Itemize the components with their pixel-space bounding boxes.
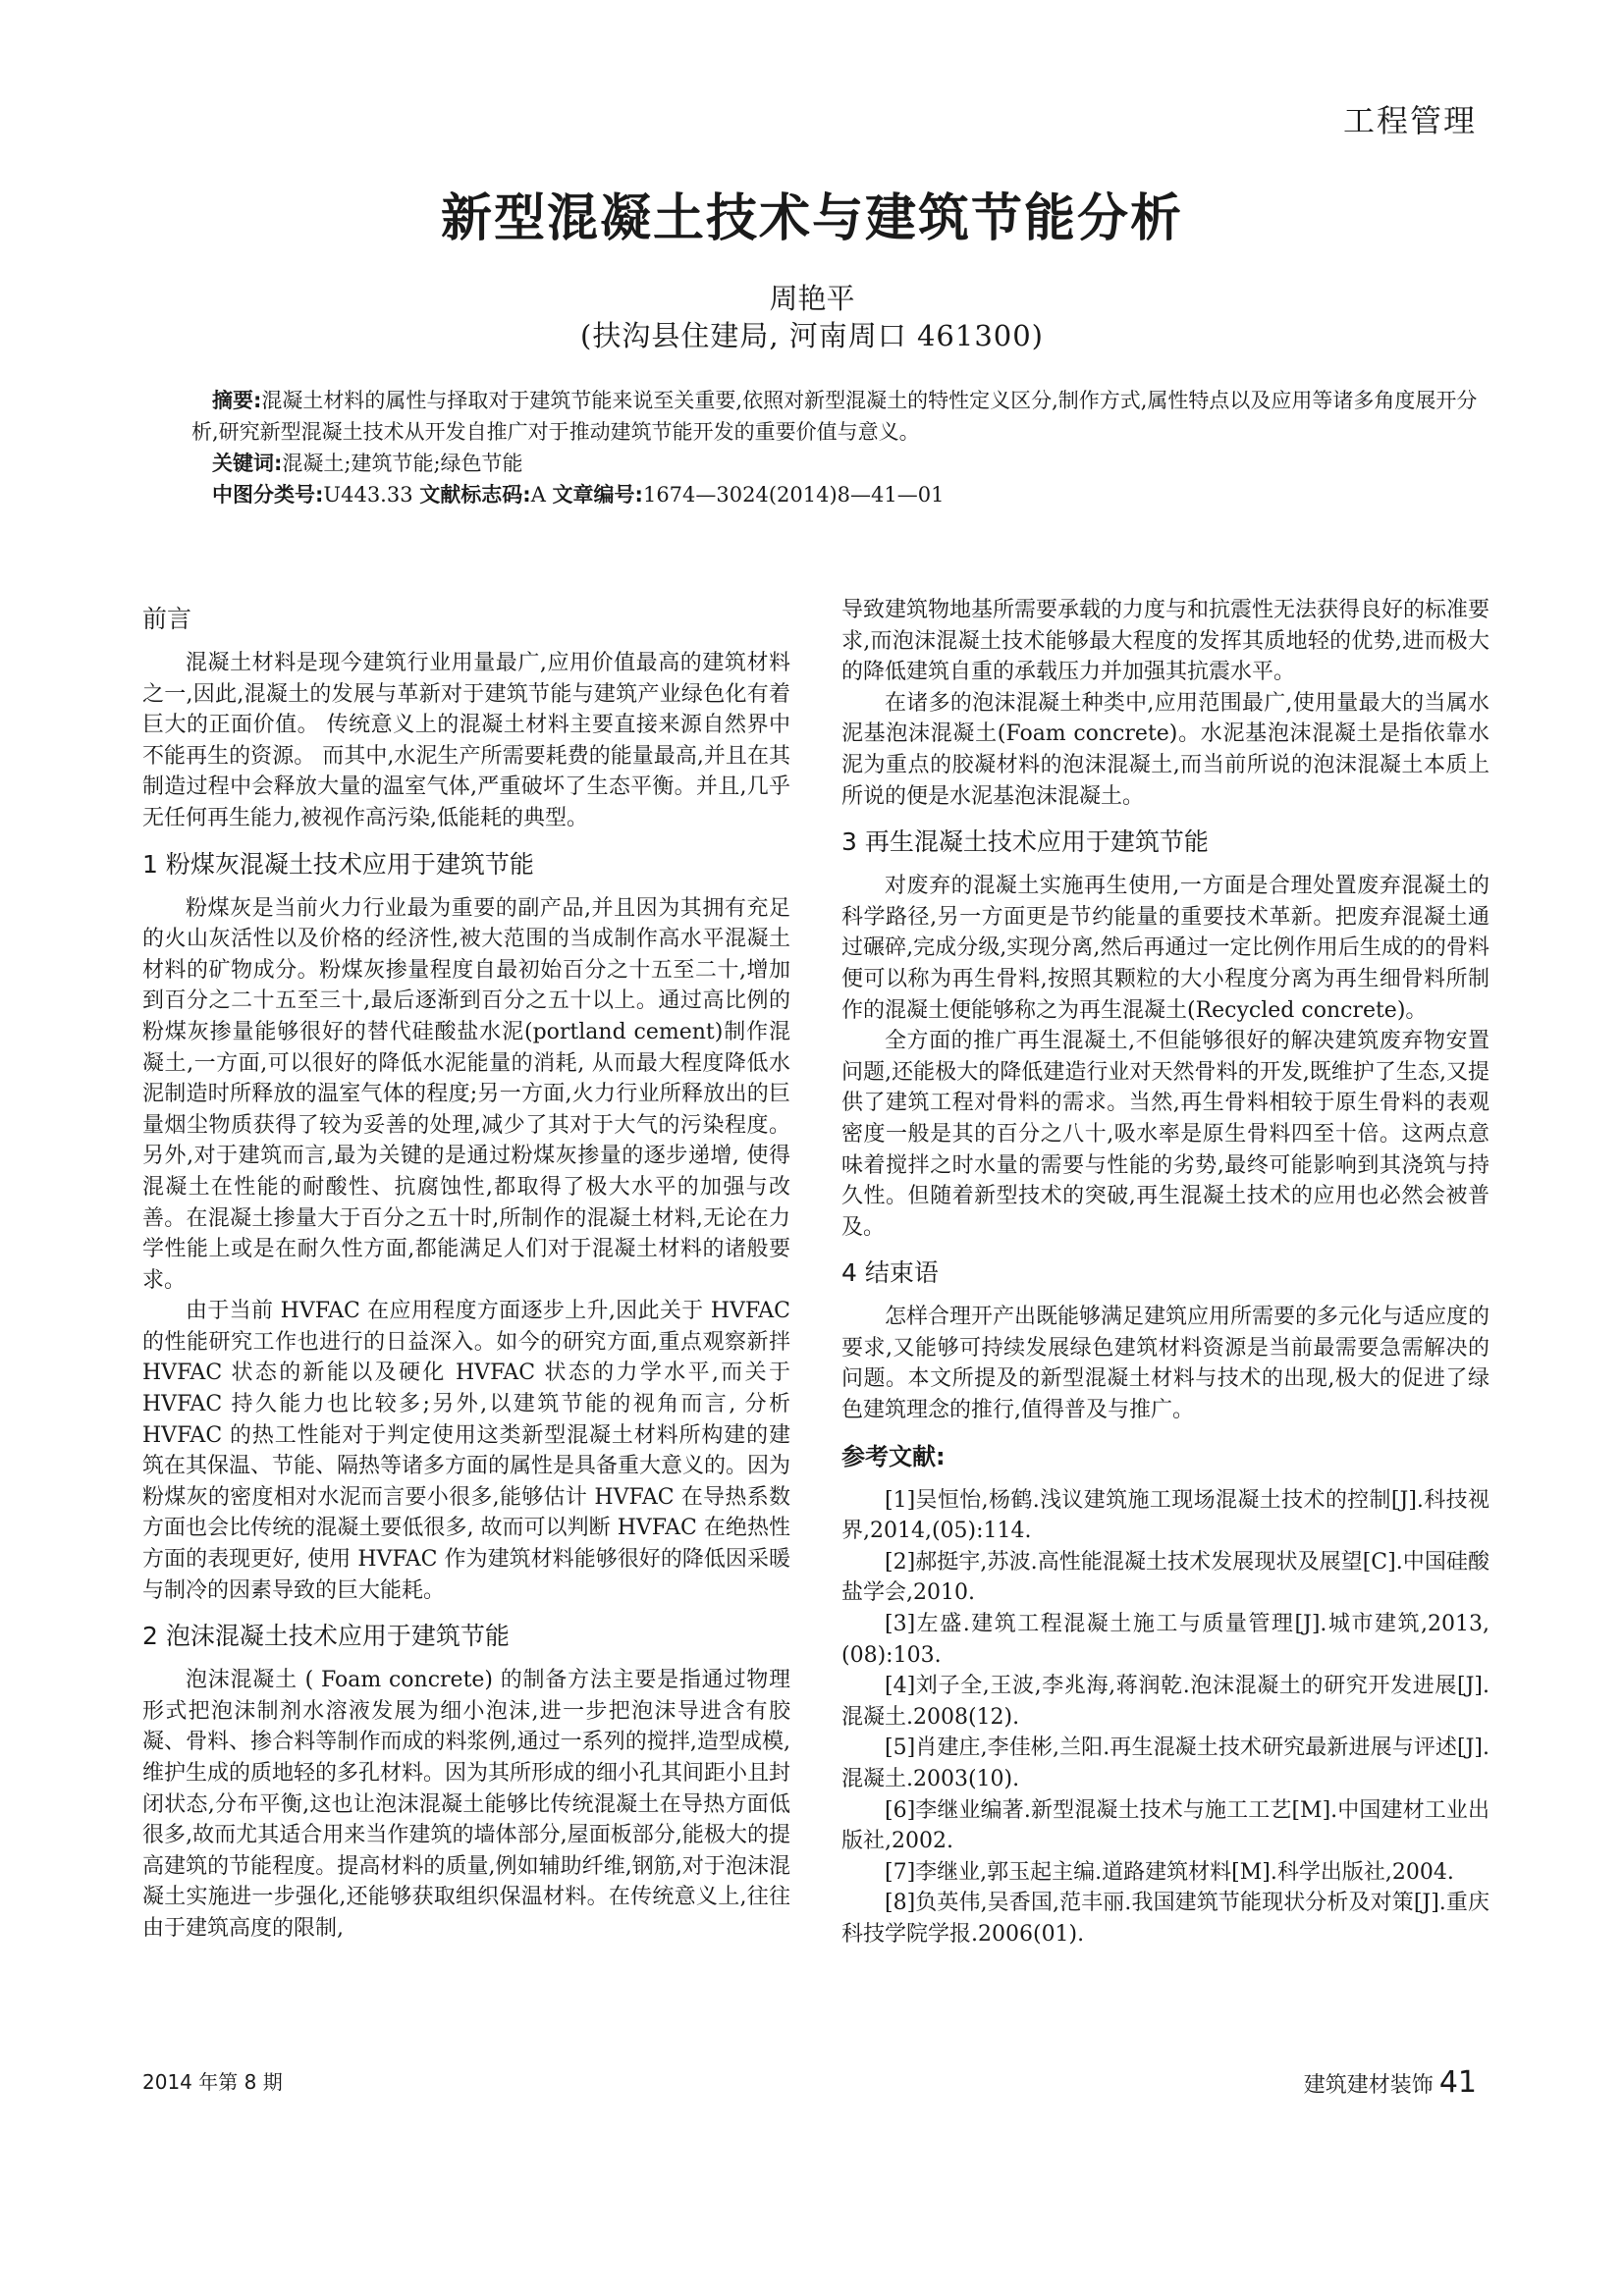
reference-item: [4]刘子全,王波,李兆海,蒋润乾.泡沫混凝土的研究开发进展[J].混凝土.2008(12). bbox=[841, 1674, 1489, 1730]
abstract bbox=[191, 385, 1488, 448]
keywords-label: 关键词: bbox=[212, 452, 283, 475]
reference-item: [1]吴恒怡,杨鹤.浅议建筑施工现场混凝土技术的控制[J].科技视界,2014,(05):114. bbox=[841, 1487, 1489, 1544]
reference-item: [8]负英伟,吴香国,范丰丽.我国建筑节能现状分析及对策[J].重庆科技学院学报.2006(01). bbox=[841, 1891, 1489, 1947]
section-tag: 工程管理 bbox=[1342, 102, 1477, 139]
article-number-label: 文章编号: bbox=[552, 483, 643, 507]
clc-value: U443.33 bbox=[323, 483, 413, 507]
paragraph: 在诸多的泡沫混凝土种类中,应用范围最广,使用量最大的当属水泥基泡沫混凝土(Foam concrete)。水泥基泡沫混凝土是指依靠水泥为重点的胶凝材料的泡沫混凝土,而当前所说的泡沫混凝土本质上所说的便是水泥基泡沫混凝土。 bbox=[841, 690, 1489, 809]
keywords-text: 混凝土;建筑节能;绿色节能 bbox=[282, 452, 523, 475]
paragraph: 泡沫混凝土 ( Foam concrete) 的制备方法主要是指通过物理形式把泡沫制剂水溶液发展为细小泡沫,进一步把泡沫导进含有胶凝、骨料、掺合料等制作而成的料浆例,通过一系列的搅拌,造型成模,维护生成的质地轻的多孔材料。因为其所形成的细小孔其间距小且封闭状态,分布平衡,这也让泡沫混凝土能够比传统混凝土在导热方面低很多,故而尤其适合用来当作建筑的墙体部分,屋面板部分,能极大的提高建筑的节能程度。提高材料的质量,例如辅助纤维,钢筋,对于泡沫混凝土实施进一步强化,还能够获取组织保温材料。在传统意义上,往往由于建筑高度的限制, bbox=[142, 1668, 791, 1941]
paragraph: 怎样合理开产出既能够满足建筑应用所需要的多元化与适应度的要求,又能够可持续发展绿色建筑材料资源是当前最需要急需解决的问题。本文所提及的新型混凝土材料与技术的出现,极大的促进了绿色建筑理念的推行,值得普及与推广。 bbox=[841, 1305, 1490, 1423]
clc-label: 中图分类号: bbox=[212, 483, 324, 507]
doc-code-value: A bbox=[530, 483, 546, 507]
classification bbox=[191, 479, 1488, 510]
reference-item: [2]郝挺宇,苏波.高性能混凝土技术发展现状及展望[C].中国硅酸盐学会,2010. bbox=[841, 1549, 1489, 1606]
abstract-text: 混凝土材料的属性与择取对于建筑节能来说至关重要,依照对新型混凝土的特性定义区分,制作方式,属性特点以及应用等诸多角度展开分析,研究新型混凝土技术从开发自推广对于推动建筑节能开发的重要价值与意义。 bbox=[191, 389, 1478, 444]
section-heading: 4 结束语 bbox=[841, 1258, 939, 1288]
reference-item: [7]李继业,郭玉起主编.道路建筑材料[M].科学出版社,2004. bbox=[885, 1859, 1454, 1885]
abstract-label: 摘要: bbox=[212, 389, 262, 412]
author: 周艳平 bbox=[769, 282, 855, 315]
paragraph: 对废弃的混凝土实施再生使用,一方面是合理处置废弃混凝土的科学路径,另一方面更是节约能量的重要技术革新。把废弃混凝土通过碾碎,完成分级,实现分离,然后再通过一定比例作用后生成的的骨料便可以称为再生骨料,按照其颗粒的大小程度分离为再生细骨料所制作的混凝土便能够称之为再生混凝土(Recycled concrete)。 bbox=[841, 874, 1489, 1023]
paragraph: 由于当前 HVFAC 在应用程度方面逐步上升,因此关于 HVFAC 的性能研究工作也进行的日益深入。如今的研究方面,重点观察新拌 HVFAC 状态的新能以及硬化 HVFAC 状态的力学水平,而关于 HVFAC 持久能力也比较多;另外,以建筑节能的视角而言, 分析 HVFAC 的热工性能对于判定使用这类新型混凝土材料所构建的建筑在其保温、节能、隔热等诸多方面的属性是具备重大意义的。因为粉煤灰的密度相对水泥而言要小很多,能够估计 HVFAC 在导热系数方面也会比传统的混凝土要低很多, 故而可以判断 HVFAC 在绝热性方面的表现更好, 使用 HVFAC 作为建筑材料能够很好的降低因采暖与制冷的因素导致的巨大能耗。 bbox=[142, 1299, 791, 1603]
article-meta bbox=[191, 385, 1488, 510]
reference-item: [6]李继业编著.新型混凝土技术与施工工艺[M].中国建材工业出版社,2002. bbox=[841, 1797, 1489, 1854]
paragraph: 混凝土材料是现今建筑行业用量最广,应用价值最高的建筑材料之一,因此,混凝土的发展与革新对于建筑节能与建筑产业绿色化有着巨大的正面价值。 传统意义上的混凝土材料主要直接来源自然界中不能再生的资源。 而其中,水泥生产所需要耗费的能量最高,并且在其制造过程中会释放大量的温室气体,严重破坏了生态平衡。并且,几乎无任何再生能力,被视作高污染,低能耗的典型。 bbox=[142, 651, 790, 830]
journal-footer bbox=[1304, 2065, 1477, 2100]
references-heading: 参考文献: bbox=[841, 1442, 946, 1470]
doc-code-label: 文献标志码: bbox=[419, 483, 531, 507]
right-column bbox=[841, 595, 1489, 1950]
paragraph: 粉煤灰是当前火力行业最为重要的副产品,并且因为其拥有充足的火山灰活性以及价格的经济性,被大范围的当成制作高水平混凝土材料的矿物成分。粉煤灰掺量程度自最初始百分之十五至二十,增加到百分之二十五至三十,最后逐渐到百分之五十以上。通过高比例的粉煤灰掺量能够很好的替代硅酸盐水泥(portland cement)制作混凝土,一方面,可以很好的降低水泥能量的消耗, 从而最大程度降低水泥制造时所释放的温室气体的程度;另一方面,火力行业所释放出的巨量烟尘物质获得了较为妥善的处理,减少了其对于大气的污染程度。另外,对于建筑而言,最为关键的是通过粉煤灰掺量的逐步递增, 使得混凝土在性能的耐酸性、抗腐蚀性,都取得了极大水平的加强与改善。在混凝土掺量大于百分之五十时,所制作的混凝土材料,无论在力学性能上或是在耐久性方面,都能满足人们对于混凝土材料的诸般要求。 bbox=[142, 895, 790, 1293]
reference-item: [5]肖建庄,李佳彬,兰阳.再生混凝土技术研究最新进展与评述[J].混凝土.2003(10). bbox=[841, 1735, 1489, 1791]
page-number: 41 bbox=[1438, 2065, 1477, 2100]
section-heading: 2 泡沫混凝土技术应用于建筑节能 bbox=[142, 1622, 510, 1651]
paragraph: 全方面的推广再生混凝土,不但能够很好的解决建筑废弃物安置问题,还能极大的降低建造行业对天然骨料的开发,既维护了生态,又提供了建筑工程对骨料的需求。当然,再生骨料相较于原生骨料的表观密度一般是其的百分之八十,吸水率是原生骨料四至十倍。这两点意味着搅拌之时水量的需要与性能的劣势,最终可能影响到其浇筑与持久性。但随着新型技术的突破,再生混凝土技术的应用也必然会被普及。 bbox=[841, 1029, 1489, 1240]
issue-info: 2014 年第 8 期 bbox=[142, 2070, 283, 2094]
reference-item: [3]左盛.建筑工程混凝土施工与质量管理[J].城市建筑,2013,(08):103. bbox=[841, 1612, 1489, 1668]
section-heading: 前言 bbox=[142, 605, 192, 633]
section-heading: 1 粉煤灰混凝土技术应用于建筑节能 bbox=[142, 849, 534, 879]
section-heading: 3 再生混凝土技术应用于建筑节能 bbox=[841, 828, 1209, 857]
affiliation: (扶沟县住建局, 河南周口 461300) bbox=[580, 319, 1044, 352]
keywords bbox=[191, 448, 1488, 479]
article-number-value: 1674—3024(2014)8—41—01 bbox=[642, 483, 945, 507]
left-column bbox=[142, 589, 790, 1945]
paragraph: 导致建筑物地基所需要承载的力度与和抗震性无法获得良好的标准要求,而泡沫混凝土技术能够最大程度的发挥其质地轻的优势,进而极大的降低建筑自重的承载压力并加强其抗震水平。 bbox=[841, 598, 1490, 685]
journal-name: 建筑建材装饰 bbox=[1303, 2073, 1434, 2098]
article-title: 新型混凝土技术与建筑节能分析 bbox=[440, 188, 1183, 248]
